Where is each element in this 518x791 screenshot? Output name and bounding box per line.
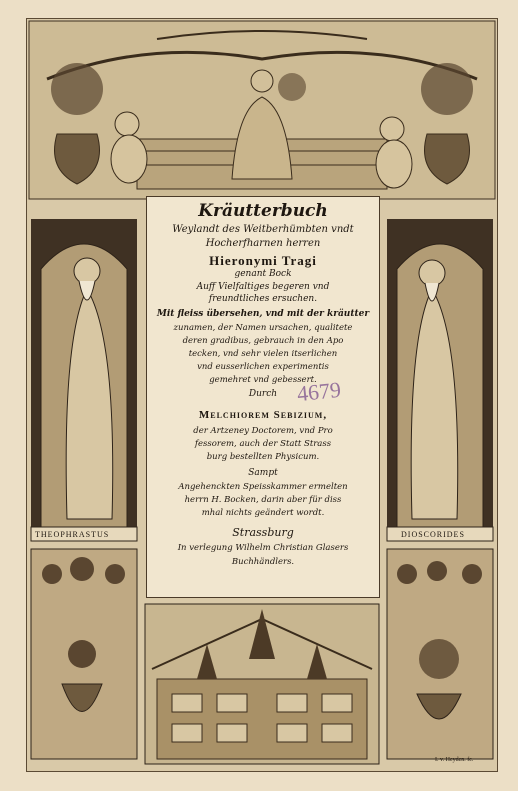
left-figure-label: THEOPHRASTUS: [35, 530, 110, 539]
imprint-place: Strassburg: [232, 526, 294, 539]
manuscript-number: 4679: [295, 376, 343, 407]
title-line-3: Hocherfharnen herren: [205, 238, 321, 249]
title-line-12: vnd eusserlichen experimentis: [197, 362, 329, 372]
title-line-13: gemehret vnd gebessert.: [209, 375, 317, 385]
title-line-9: zunamen, der Namen ursachen, qualitete: [173, 323, 353, 333]
title-line-16: der Artzeney Doctorem, vnd Pro: [193, 426, 333, 436]
title-line-8: Mit fleiss übersehen, vnd mit der kräutter: [156, 309, 370, 319]
title-line-2: Weylandt des Weitberhümbten vndt: [172, 224, 354, 235]
title-line-11: tecken, vnd sehr vielen itserlichen: [188, 349, 338, 359]
title-line-18: burg bestellten Physicum.: [206, 452, 320, 462]
imprint-publisher: In verlegung Wilhelm Christian Glasers: [177, 543, 349, 553]
editor-name: Melchiorem Sebizium,: [198, 409, 328, 421]
title-line-22: mhal nichts geändert wordt.: [201, 508, 325, 518]
title-line-6: Auff Vielfaltiges begeren vnd: [196, 282, 330, 292]
title-line-19: Sampt: [248, 468, 278, 478]
title-line-21: herrn H. Bocken, darin aber für diss: [184, 495, 342, 505]
title-line-7: freundtliches ersuchen.: [208, 294, 318, 304]
right-figure-label: DIOSCORIDES: [401, 530, 465, 539]
book-title: Kräutterbuch: [198, 201, 328, 221]
title-line-5: genant Bock: [234, 269, 292, 279]
title-cartouche: [146, 196, 380, 598]
title-line-10: deren gradibus, gebrauch in den Apo: [182, 336, 344, 346]
title-line-14: Durch: [248, 389, 278, 399]
title-line-17: fessorem, auch der Statt Strass: [194, 439, 332, 449]
engraver-signature: I. v. Heyden. fe.: [435, 757, 474, 763]
author-name: Hieronymi Tragi: [209, 253, 317, 268]
title-line-20: Angehenckten Speisskammer ermelten: [178, 482, 348, 492]
imprint-role: Buchhändlers.: [231, 557, 295, 567]
